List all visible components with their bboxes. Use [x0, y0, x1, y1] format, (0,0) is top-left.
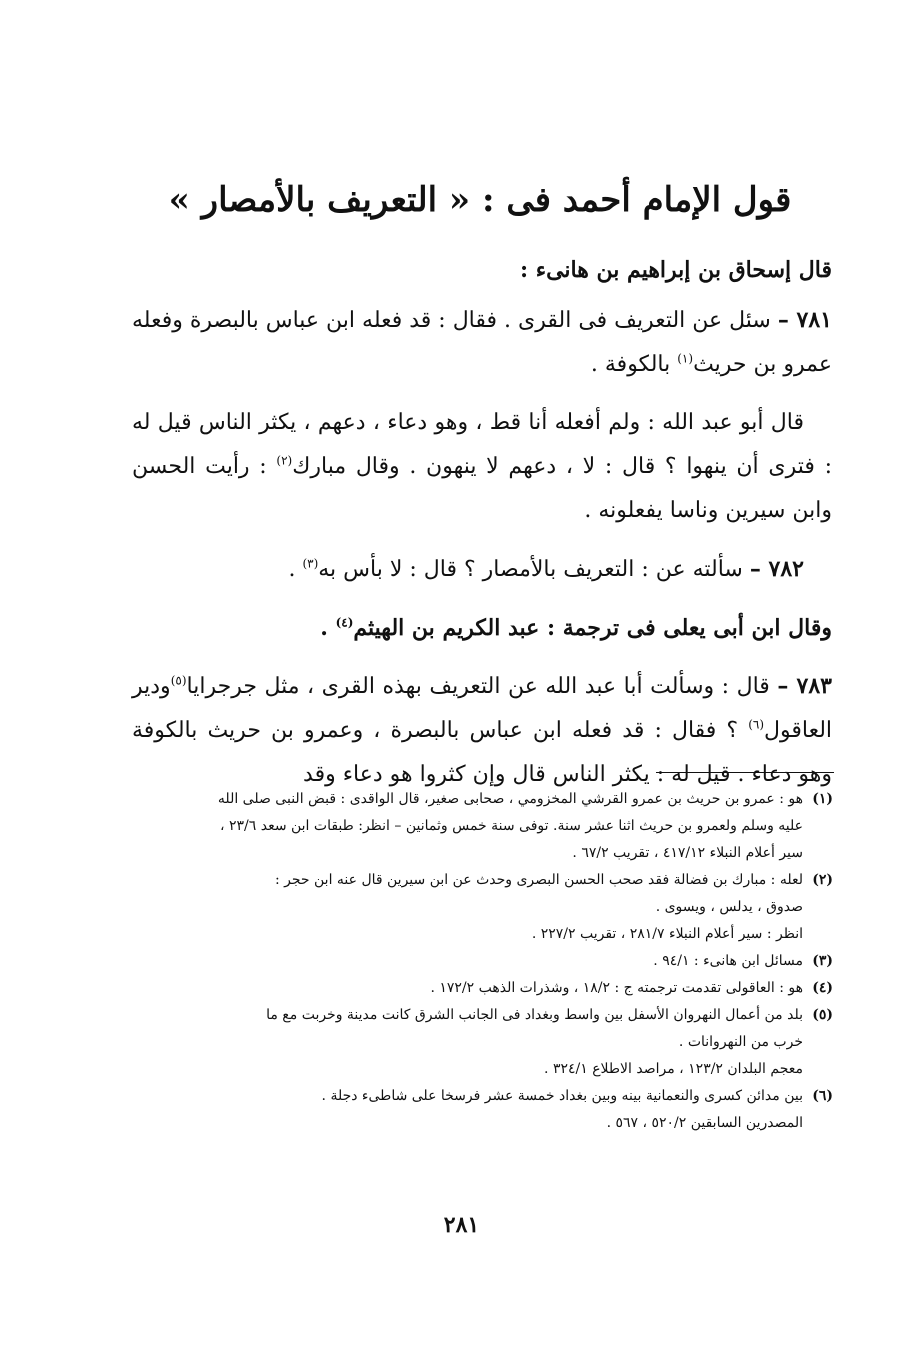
- footnote-line: معجم البلدان ١٢٣/٢ ، مراصد الاطلاع ٣٢٤/١ .: [544, 1061, 803, 1077]
- footnote-ref-6: (٦): [748, 717, 765, 732]
- paragraph-text: : رأيت الحسن وابن سيرين وناسا يفعلونه .: [132, 454, 832, 523]
- footnote-2: [135, 867, 833, 948]
- footnote-number: (٢): [812, 872, 833, 888]
- footnote-line: هو : العاقولى تقدمت ترجمته ج : ١٨/٢ ، وشذرات الذهب ١٧٢/٢ .: [430, 980, 803, 996]
- footnote-number: (٣): [812, 953, 833, 969]
- footnote-number: (٥): [812, 1007, 833, 1023]
- paragraph-text: قال : وسألت أبا عبد الله عن التعريف بهذه القرى ، مثل جرجرايا: [186, 674, 770, 699]
- main-text: [132, 248, 832, 811]
- footnote-line: صدوق ، يدلس ، ويسوى .: [655, 899, 803, 915]
- paragraph-781-comment: [132, 401, 832, 533]
- footnote-line: هو : عمرو بن حريث بن عمرو القرشي المخزومي ، صحابى صغير، قال الواقدى : قبض النبى صلى الله: [217, 791, 803, 807]
- paragraph-text: وقال ابن أبى يعلى فى ترجمة : عبد الكريم بن الهيثم: [353, 615, 832, 641]
- footnote-line: سير أعلام النبلاء ٤١٧/١٢ ، تقريب ٦٧/٢ .: [572, 845, 803, 861]
- footnote-number: (٤): [812, 980, 833, 996]
- footnote-ref-1: (١): [677, 351, 694, 366]
- footnotes: [135, 786, 833, 1137]
- footnote-line: خرب من النهروانات .: [678, 1034, 803, 1050]
- footnote-line: المصدرين السابقين ٥٢٠/٢ ، ٥٦٧ .: [606, 1115, 803, 1131]
- footnote-1: [135, 786, 833, 867]
- footnote-separator: [656, 772, 834, 773]
- footnote-5: [135, 1002, 833, 1083]
- paragraph-text: ؟ فقال : قد فعله ابن عباس بالبصرة ، وعمرو بن حريث بالكوفة وهو دعاء . قيل له : يكثر الناس قال وإن كثروا هو دعاء وقد: [132, 718, 832, 787]
- footnote-line: بلد من أعمال النهروان الأسفل بين واسط وبغداد فى الجانب الشرق كانت مدينة وخربت مع ما: [266, 1007, 803, 1023]
- footnote-line: عليه وسلم ولعمرو بن حريث اثنا عشر سنة. توفى سنة خمس وثمانين – انظر: طبقات ابن سعد ٢٣/٦ ،: [220, 818, 803, 834]
- footnote-ref-3: (٣): [302, 556, 319, 571]
- footnote-3: [135, 948, 833, 975]
- item-number-783: ٧٨٣ –: [777, 673, 832, 699]
- paragraph-ibn-abi-yala: [132, 606, 832, 650]
- footnote-line: لعله : مبارك بن فضالة فقد صحب الحسن البصرى وحدث عن ابن سيرين قال عنه ابن حجر :: [274, 872, 803, 888]
- item-number-782: ٧٨٢ –: [749, 556, 804, 582]
- footnote-number: (٦): [812, 1088, 833, 1104]
- footnote-ref-4: (٤): [335, 615, 354, 630]
- paragraph-text: ودير العاقول: [132, 674, 833, 743]
- intro-line: قال إسحاق بن إبراهيم بن هانىء :: [519, 257, 832, 283]
- footnote-4: [135, 975, 833, 1002]
- paragraph-text: .: [320, 615, 328, 641]
- paragraph-text: سئل عن التعريف فى القرى . فقال : قد فعله ابن عباس بالبصرة وفعله عمرو بن حريث: [132, 308, 832, 377]
- item-number-781: ٧٨١ –: [777, 307, 832, 333]
- paragraph-text: .: [288, 557, 296, 582]
- footnote-line: بين مدائن كسرى والنعمانية بينه وبين بغداد خمسة عشر فرسخا على شاطىء دجلة .: [321, 1088, 803, 1104]
- footnote-6: [135, 1083, 833, 1137]
- footnote-ref-2: (٢): [276, 453, 293, 468]
- paragraph-781: [132, 298, 832, 387]
- footnote-number: (١): [812, 791, 833, 807]
- paragraph-782: [132, 547, 832, 592]
- paragraph-text: بالكوفة .: [590, 352, 671, 377]
- footnote-line: مسائل ابن هانىء : ٩٤/١ .: [653, 953, 803, 969]
- footnote-ref-5: (٥): [170, 673, 187, 688]
- page-number: ٢٨١: [443, 1212, 480, 1238]
- paragraph-783: [132, 664, 832, 797]
- paragraph-text: قال أبو عبد الله : ولم أفعله أنا قط ، وهو دعاء ، دعهم ، يكثر الناس قيل له : فترى أن ينهوا ؟ قال : لا ، دعهم لا ينهون . وقال مبارك: [132, 410, 833, 479]
- paragraph-text: سألته عن : التعريف بالأمصار ؟ قال : لا بأس به: [318, 557, 743, 582]
- page-title: قول الإمام أحمد فى : « التعريف بالأمصار »: [168, 180, 792, 220]
- footnote-line: انظر : سير أعلام النبلاء ٢٨١/٧ ، تقريب ٢٢٧/٢ .: [531, 926, 803, 942]
